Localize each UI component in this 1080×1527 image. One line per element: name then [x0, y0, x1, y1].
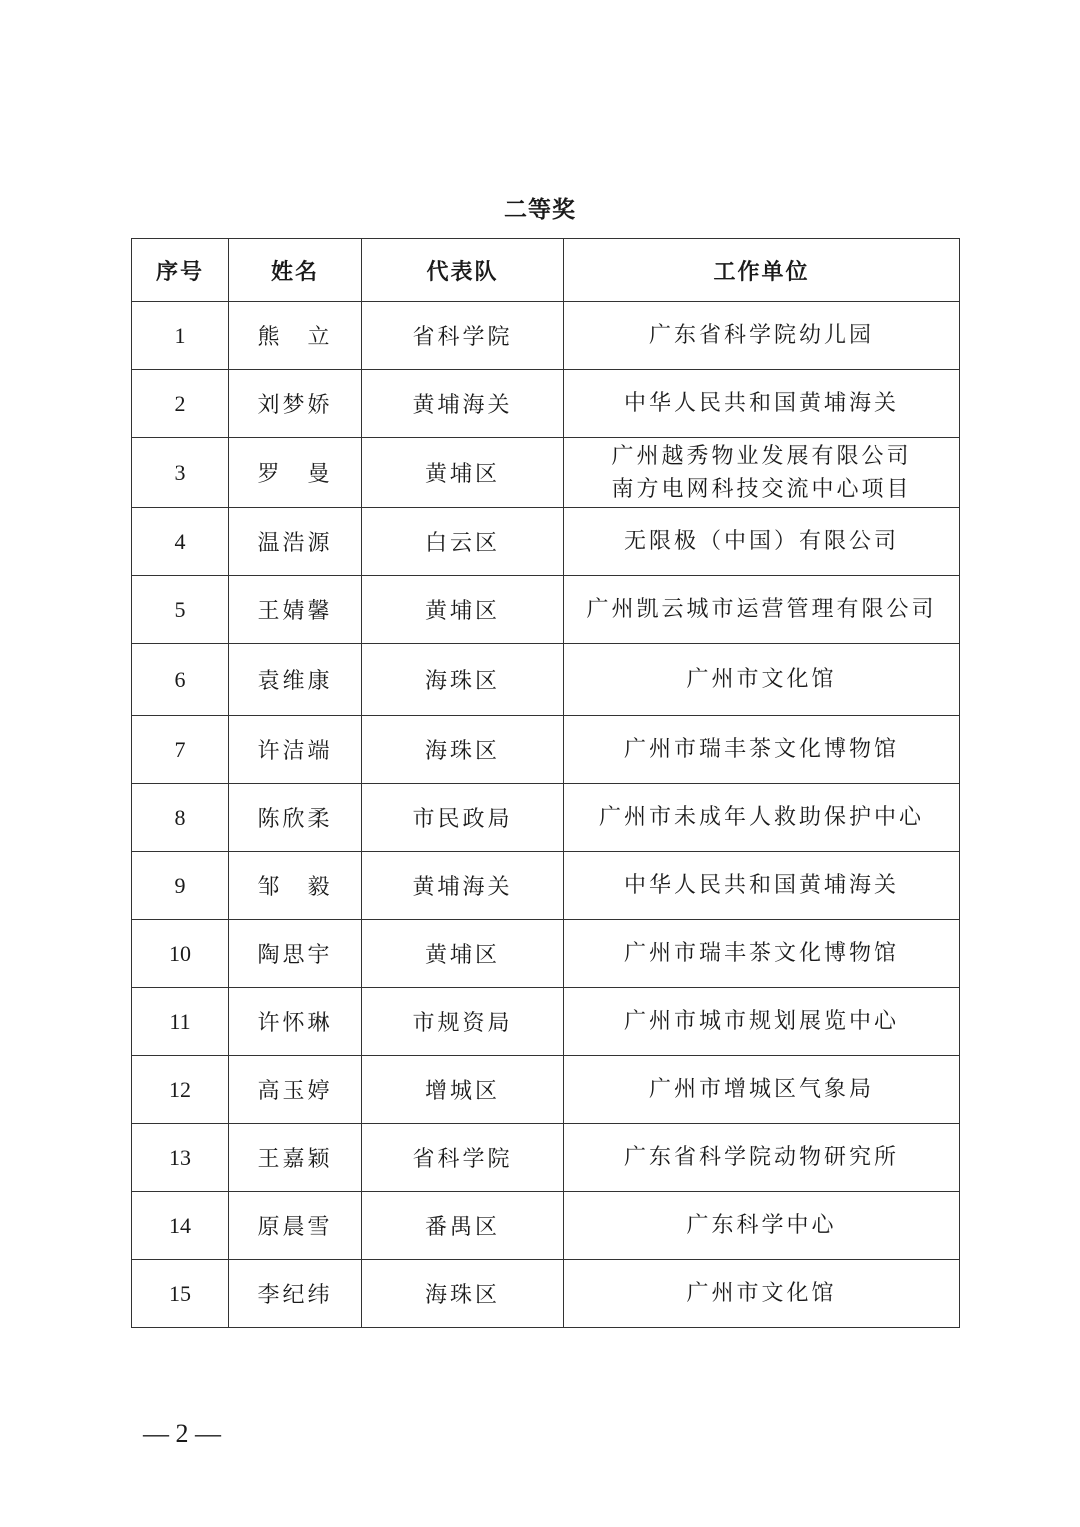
row-name: 高玉婷: [229, 1056, 362, 1124]
header-team: 代表队: [362, 239, 564, 302]
row-team: 海珠区: [362, 644, 564, 716]
row-team: 省科学院: [362, 1124, 564, 1192]
page-number: — 2 —: [143, 1419, 221, 1448]
row-unit-line: 广州市文化馆: [686, 1281, 837, 1306]
row-number: 5: [132, 576, 229, 644]
table-body: [132, 302, 960, 1328]
row-unit-line: 广州越秀物业发展有限公司: [611, 443, 912, 469]
table-row: [132, 1260, 960, 1328]
row-unit: [564, 988, 960, 1056]
row-name: 陈欣柔: [229, 784, 362, 852]
table-row: [132, 644, 960, 716]
row-name: 王婧馨: [229, 576, 362, 644]
row-unit: [564, 438, 960, 508]
row-unit-line: 广东省科学院动物研究所: [623, 1145, 899, 1170]
row-number: 12: [132, 1056, 229, 1124]
row-unit-line: 广州市瑞丰茶文化博物馆: [623, 737, 899, 762]
row-unit: [564, 1056, 960, 1124]
row-team: 黄埔区: [362, 920, 564, 988]
row-unit: [564, 370, 960, 438]
row-unit-line: 广东省科学院幼儿园: [648, 323, 874, 348]
row-number: 13: [132, 1124, 229, 1192]
row-number: 2: [132, 370, 229, 438]
row-unit: [564, 302, 960, 370]
row-team: 番禺区: [362, 1192, 564, 1260]
table-row: [132, 576, 960, 644]
row-number: 6: [132, 644, 229, 716]
row-name: 罗 曼: [229, 438, 362, 508]
table-row: [132, 784, 960, 852]
row-name: 陶思宇: [229, 920, 362, 988]
table-row: [132, 852, 960, 920]
row-unit: [564, 1192, 960, 1260]
row-unit-line: 广州市文化馆: [686, 667, 837, 692]
row-unit: [564, 852, 960, 920]
row-unit: [564, 644, 960, 716]
row-name: 许怀琳: [229, 988, 362, 1056]
row-team: 海珠区: [362, 1260, 564, 1328]
row-unit-line: 广东科学中心: [686, 1213, 837, 1238]
table-row: [132, 508, 960, 576]
row-team: 黄埔区: [362, 438, 564, 508]
table-row: [132, 370, 960, 438]
row-name: 刘梦娇: [229, 370, 362, 438]
page-title: 二等奖: [504, 197, 576, 223]
row-unit-line: 中华人民共和国黄埔海关: [623, 391, 899, 416]
row-unit: [564, 508, 960, 576]
header-unit: 工作单位: [564, 239, 960, 302]
row-team: 白云区: [362, 508, 564, 576]
row-team: 增城区: [362, 1056, 564, 1124]
table-row: [132, 716, 960, 784]
row-team: 黄埔海关: [362, 370, 564, 438]
table-row: [132, 1056, 960, 1124]
row-unit: [564, 784, 960, 852]
row-name: 邹 毅: [229, 852, 362, 920]
table-row: [132, 302, 960, 370]
row-unit-line: 南方电网科技交流中心项目: [611, 476, 912, 502]
row-unit-line: 广州市瑞丰茶文化博物馆: [623, 941, 899, 966]
row-unit: [564, 1260, 960, 1328]
row-team: 市规资局: [362, 988, 564, 1056]
row-unit-line: 广州市城市规划展览中心: [623, 1009, 899, 1034]
row-number: 4: [132, 508, 229, 576]
row-unit: [564, 1124, 960, 1192]
row-team: 省科学院: [362, 302, 564, 370]
row-number: 11: [132, 988, 229, 1056]
row-number: 10: [132, 920, 229, 988]
row-unit: [564, 716, 960, 784]
row-name: 李纪纬: [229, 1260, 362, 1328]
header-name: 姓名: [229, 239, 362, 302]
table-row: [132, 920, 960, 988]
awards-table: [131, 238, 960, 1328]
row-name: 王嘉颖: [229, 1124, 362, 1192]
row-unit-line: 广州凯云城市运营管理有限公司: [586, 597, 937, 622]
row-team: 黄埔区: [362, 576, 564, 644]
row-number: 15: [132, 1260, 229, 1328]
row-name: 许洁端: [229, 716, 362, 784]
table-row: [132, 1192, 960, 1260]
table-row: [132, 438, 960, 508]
row-name: 袁维康: [229, 644, 362, 716]
table-header-row: [132, 239, 960, 302]
header-no: 序号: [132, 239, 229, 302]
row-unit-line: 广州市增城区气象局: [648, 1077, 874, 1102]
row-number: 14: [132, 1192, 229, 1260]
row-unit-line: 广州市未成年人救助保护中心: [598, 805, 924, 830]
row-team: 市民政局: [362, 784, 564, 852]
row-name: 温浩源: [229, 508, 362, 576]
row-team: 海珠区: [362, 716, 564, 784]
table-row: [132, 988, 960, 1056]
table-row: [132, 1124, 960, 1192]
row-number: 8: [132, 784, 229, 852]
row-number: 1: [132, 302, 229, 370]
row-unit-line: 中华人民共和国黄埔海关: [623, 873, 899, 898]
row-unit-line: 无限极（中国）有限公司: [623, 529, 899, 554]
row-team: 黄埔海关: [362, 852, 564, 920]
row-unit: [564, 576, 960, 644]
row-name: 熊 立: [229, 302, 362, 370]
row-number: 7: [132, 716, 229, 784]
row-name: 原晨雪: [229, 1192, 362, 1260]
row-number: 3: [132, 438, 229, 508]
row-number: 9: [132, 852, 229, 920]
row-unit: [564, 920, 960, 988]
